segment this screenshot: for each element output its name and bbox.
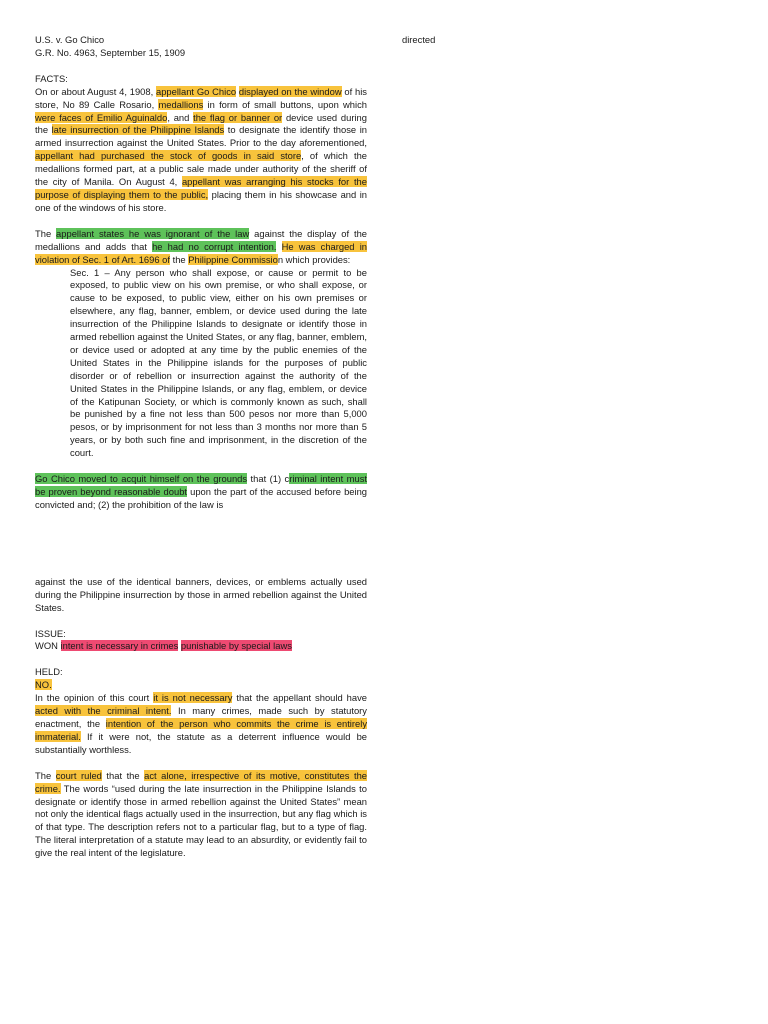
statute-quote: Sec. 1 – Any person who shall expose, or cause or permit to be exposed, to public view on his own premise, or who shall expose, or cause to be exposed, to public view, either on his own premises or elsewhere, any flag, banner, emblem, or device used during the late insurrection of the Philippine Islands to designate or identify those in armed rebellion against the United States, or any flag, banner, emblem, or device used or adopted at any time by the public enemies of the United States in the Philippine islands for the purposes of public disorder or of rebellion or insurrection against the authority of the United States in the Philippine Islands, or any flag, emblem, or device of the Katipunan Society, or which is commonly known as such, shall be punished by a fine not less than 500 pesos nor more than 5,000 pesos, or by imprisonment for not less than 3 months nor more than 5 years, or by both such fine and imprisonment, in the discretion of the court.	[70, 266, 367, 459]
text-run: n which provides:	[277, 253, 351, 265]
text-run: that the	[101, 769, 145, 781]
highlighted-text: intention of the person who commits the crime is entirely immaterial.	[35, 717, 368, 742]
case-title: U.S. v. Go Chico	[35, 34, 105, 45]
side-note: directed	[402, 34, 436, 45]
text-run: upon the part of the accused before being convicted and; (2) the prohibition of the law is	[35, 486, 368, 510]
text-run: to designate the identify those in armed insurrection against the United States. Prior to the day aforementioned,	[35, 124, 367, 149]
text-run: of his store, No 89 Calle Rosario,	[35, 85, 367, 110]
text-run: On or about August 4, 1908,	[35, 85, 156, 97]
issue-text	[35, 640, 367, 653]
facts-paragraph-2	[35, 228, 367, 267]
highlighted-text: the flag or banner or	[193, 111, 283, 123]
highlighted-text: displayed on the window	[238, 85, 342, 97]
facts-paragraph-1	[35, 86, 367, 215]
highlighted-text: late insurrection of the Philippine Islands	[51, 124, 225, 136]
highlighted-text: appellant was arranging his stocks for the purpose of displaying them to the public,	[35, 176, 367, 200]
highlighted-text: intent is necessary in crimes	[60, 640, 179, 652]
highlighted-text: punishable by special laws	[180, 640, 292, 652]
text-run	[276, 241, 281, 252]
facts-paragraph-3	[35, 473, 367, 512]
highlighted-text: Philippine Commissio	[188, 253, 278, 265]
held-paragraph-2	[35, 770, 367, 860]
text-run: that the appellant should have	[232, 692, 367, 704]
issue-heading: ISSUE:	[35, 627, 66, 639]
text-run: device used during the	[35, 111, 367, 136]
highlighted-text: appellant states he was ignorant of the law	[56, 227, 250, 239]
highlighted-text: Go Chico moved to acquit himself on the grounds	[35, 473, 248, 485]
text-run: WON	[35, 640, 61, 652]
highlighted-text: were faces of Emilio Aguinaldo	[35, 111, 168, 123]
highlighted-text: act alone, irrespective of its motive, constitutes the crime.	[35, 769, 368, 794]
text-run: , and	[167, 111, 194, 123]
highlighted-text: appellant had purchased the stock of goods in said store	[35, 150, 302, 162]
highlighted-text: he had no corrupt intention.	[152, 240, 277, 252]
text-run: against the display of the medallions and adds that	[35, 227, 367, 252]
held-paragraph-1	[35, 692, 367, 757]
text-run: The words “used during the late insurrection in the Philippine Islands to designate or identify those in armed rebellion against the United States” mean not only the identical flags actually used in the insurrection, but any flag which is of that type. The description refers not to a particular flag, but to a type of flag. The literal interpretation of a statute may lead to an absurdity, or evidently fail to give the real intent of the legislature.	[35, 782, 367, 859]
gr-number: G.R. No. 4963, September 15, 1909	[35, 46, 186, 58]
text-run: If it were not, the statute as a deterrent influence would be substantially worthless.	[35, 730, 367, 755]
facts-paragraph-4: against the use of the identical banners, devices, or emblems actually used during the Philippine insurrection by those in armed rebellion against the United States.	[35, 575, 367, 613]
case-digest	[35, 34, 367, 860]
highlighted-text: medallions	[158, 98, 204, 110]
text-run: the	[169, 253, 189, 265]
held-answer	[35, 679, 367, 692]
highlighted-text: it is not necessary	[153, 692, 233, 704]
highlighted-text: riminal intent must be proven beyond reasonable doubt	[35, 473, 367, 497]
text-run: in form of small buttons, upon which	[203, 98, 368, 110]
highlighted-text: court ruled	[55, 769, 102, 781]
highlighted-text: appellant Go Chico	[155, 85, 237, 97]
facts-heading: FACTS:	[35, 72, 68, 84]
highlighted-text: acted with the criminal intent.	[35, 705, 172, 717]
text-run: In the opinion of this court	[35, 692, 154, 704]
text-run: The	[35, 227, 57, 239]
held-heading: HELD:	[35, 666, 63, 678]
text-run: In many crimes, made such by statutory enactment, the	[35, 705, 367, 729]
text-run: , of which the medallions formed part, at a public sale made under authority of the sheriff of the city of Manila. On August 4,	[35, 150, 367, 188]
text-run: placing them in his showcase and in one of the windows of his store.	[35, 188, 368, 213]
text-run: The	[35, 769, 56, 781]
text-run: that (1) c	[247, 473, 290, 485]
highlighted-text: He was charged in violation of Sec. 1 of Art. 1696 of	[35, 240, 367, 265]
held-answer-text: NO.	[35, 679, 52, 691]
